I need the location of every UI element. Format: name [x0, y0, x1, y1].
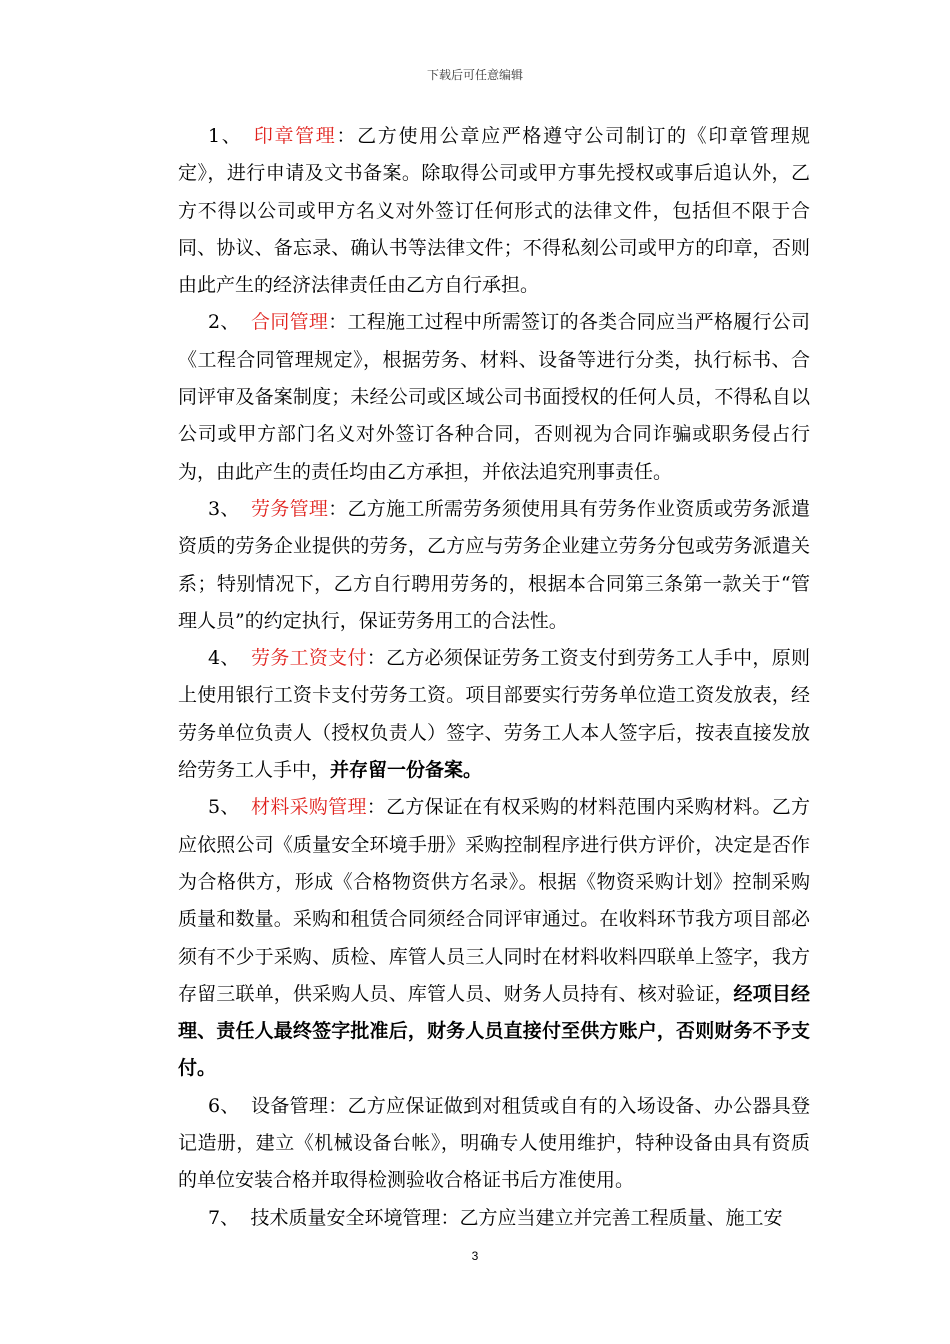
clause-number: 4、 [208, 647, 240, 670]
clause-text: 乙方应当建立并完善工程质量、施工安 [459, 1206, 783, 1229]
paragraph-7 [178, 1200, 810, 1237]
clause-colon: ： [328, 1094, 348, 1117]
clause-colon: ： [336, 125, 358, 147]
clause-number: 1、 [208, 125, 243, 147]
clause-text: 乙方保证在有权采购的材料范围内采购材料。乙方应依照公司《质量安全环境手册》采购控制程序进行供方评价，决定是否作为合格供方，形成《合格物资供方名录》。根据《物资采购计划》控制采购质量和数量。采购和租赁合同须经合同评审通过。在收料环节我方项目部必须有不少于采购、质检、库管人员三人同时在材料收料四联单上签字，我方存留三联单，供采购人员、库管人员、财务人员持有、核对验证， [178, 796, 810, 1005]
clause-colon: ： [366, 796, 387, 819]
clause-title: 材料采购管理 [251, 796, 367, 819]
clause-colon: ： [440, 1206, 460, 1229]
clause-bold-text: 经项目经理、责任人最终签字批准后，财务人员直接付至供方账户，否则财务不予支付。 [178, 982, 810, 1080]
clause-colon: ： [328, 497, 348, 520]
page-number: 3 [471, 1249, 479, 1263]
clause-text: 乙方施工所需劳务须使用具有劳务作业资质或劳务派遣资质的劳务企业提供的劳务，乙方应与劳务企业建立劳务分包或劳务派遣关系；特别情况下，乙方自行聘用劳务的，根据本合同第三条第一款关于“管理人员”的约定执行，保证劳务用工的合法性。 [178, 497, 810, 632]
clause-colon: ： [328, 311, 348, 334]
clause-title: 设备管理 [251, 1094, 329, 1117]
paragraph-4 [178, 640, 810, 789]
clause-text: 乙方应保证做到对租赁或自有的入场设备、办公器具登记造册，建立《机械设备台帐》，明确专人使用维护，特种设备由具有资质的单位安装合格并取得检测验收合格证书后方准使用。 [178, 1094, 810, 1192]
clause-number: 7、 [208, 1206, 240, 1229]
clause-title: 技术质量安全环境管理 [250, 1206, 441, 1229]
clause-colon: ： [366, 647, 387, 670]
clause-number: 6、 [208, 1094, 240, 1117]
paragraph-3 [178, 491, 810, 640]
clause-title: 劳务管理 [251, 497, 329, 520]
clause-text: 乙方必须保证劳务工资支付到劳务工人手中，原则上使用银行工资卡支付劳务工资。项目部要实行劳务单位造工资发放表，经劳务单位负责人（授权负责人）签字、劳务工人本人签字后，按表直接发放给劳务工人手中， [178, 647, 810, 782]
paragraph-5 [178, 789, 810, 1087]
clause-title: 合同管理 [251, 311, 329, 334]
clause-number: 3、 [208, 497, 240, 520]
clause-text: 乙方使用公章应严格遵守公司制订的《印章管理规定》，进行申请及文书备案。除取得公司或甲方事先授权或事后追认外，乙方不得以公司或甲方名义对外签订任何形式的法律文件，包括但不限于合同、协议、备忘录、确认书等法律文件；不得私刻公司或甲方的印章，否则由此产生的经济法律责任由乙方自行承担。 [178, 125, 810, 297]
clause-title: 印章管理 [253, 125, 337, 147]
paragraph-2 [178, 304, 810, 490]
clause-title: 劳务工资支付 [251, 647, 367, 670]
page-header: 下载后可任意编辑 [426, 68, 523, 82]
paragraph-1 [178, 118, 810, 304]
clause-number: 5、 [208, 796, 240, 819]
document-body [178, 118, 810, 1237]
paragraph-6 [178, 1088, 810, 1200]
clause-bold-text: 并存留一份备案。 [330, 759, 483, 782]
clause-text: 工程施工过程中所需签订的各类合同应当严格履行公司《工程合同管理规定》，根据劳务、材料、设备等进行分类，执行标书、合同评审及备案制度；未经公司或区域公司书面授权的任何人员，不得私自以公司或甲方部门名义对外签订各种合同，否则视为合同诈骗或职务侵占行为，由此产生的责任均由乙方承担，并依法追究刑事责任。 [178, 311, 810, 483]
clause-number: 2、 [208, 311, 240, 334]
